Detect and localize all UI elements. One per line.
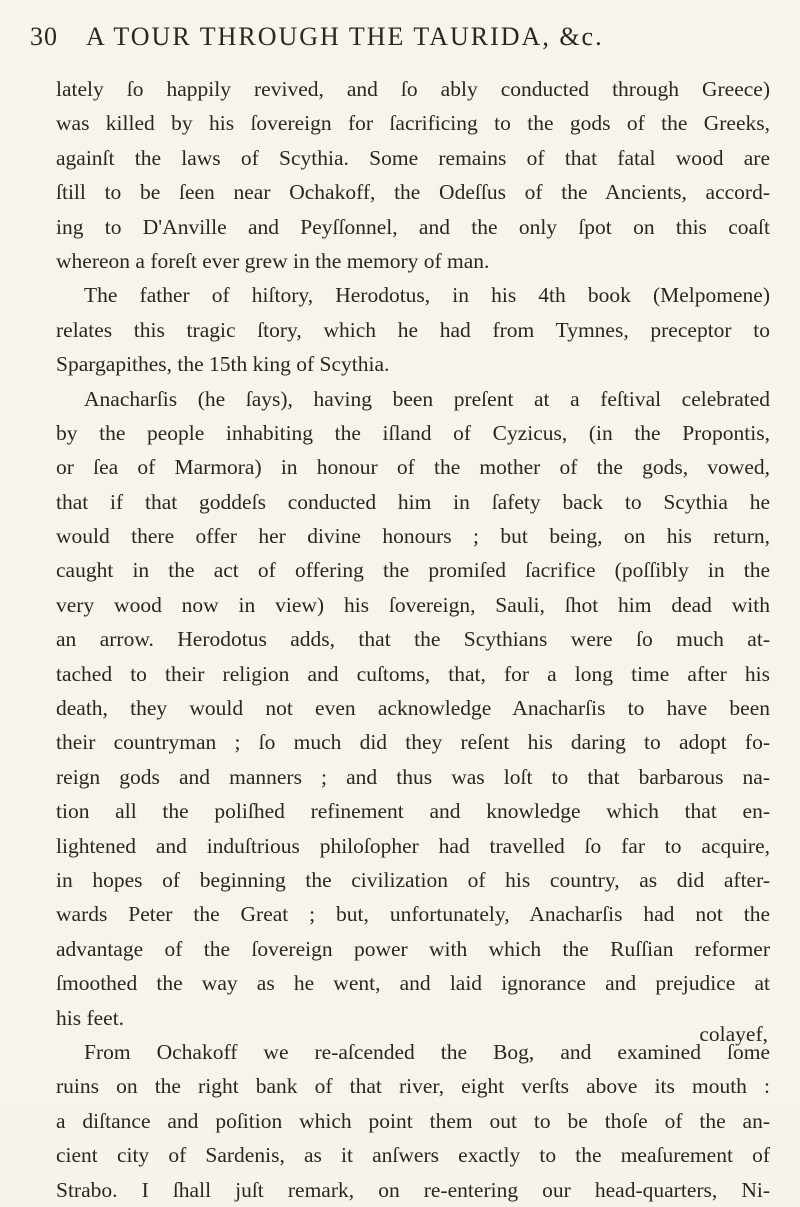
page-number: 30 [30,22,58,51]
text-line: their countryman ; ſo much did they reſent his daring to adopt fo- [56,730,770,755]
text-line: his feet. [56,1005,125,1030]
text-line: death, they would not even acknowledge Anacharſis to have been [56,696,770,721]
text-line: that if that goddeſs conducted him in ſafety back to Scythia he [56,489,770,514]
running-head: A TOUR THROUGH THE TAURIDA, &c. [86,22,604,51]
text-line: ruins on the right bank of that river, eight verſts above its mouth : [56,1074,770,1099]
text-line: tached to their religion and cuſtoms, that, for a long time after his [56,661,770,686]
text-line: againſt the laws of Scythia. Some remains of that fatal wood are [56,145,770,170]
catchword: colayef, [699,1022,768,1046]
text-line: would there offer her divine honours ; but being, on his return, [56,524,770,549]
text-line: caught in the act of offering the promiſed ſacrifice (poſſibly in the [56,558,770,583]
text-line: Anacharſis (he ſays), having been preſent at a feſtival celebrated [84,386,770,411]
text-line: ſtill to be ſeen near Ochakoff, the Odeſſus of the Ancients, accord- [56,180,770,205]
text-line: a diſtance and poſition which point them out to be thoſe of the an- [56,1108,770,1133]
text-line: whereon a foreſt ever grew in the memory of man. [56,248,490,273]
body-text [56,72,770,1207]
text-line: reign gods and manners ; and thus was loſt to that barbarous na- [56,764,770,789]
text-line: From Ochakoff we re-aſcended the Bog, and examined ſome [84,1039,770,1064]
page-header [30,14,768,60]
text-line: ing to D'Anville and Peyſſonnel, and the only ſpot on this coaſt [56,214,770,239]
text-line: wards Peter the Great ; but, unfortunately, Anacharſis had not the [56,902,770,927]
text-line: lightened and induſtrious philoſopher had travelled ſo far to acquire, [56,833,770,858]
text-line: in hopes of beginning the civilization of his country, as did after- [56,867,770,892]
text-line: or ſea of Marmora) in honour of the mother of the gods, vowed, [56,455,770,480]
text-line: lately ſo happily revived, and ſo ably conducted through Greece) [56,77,770,101]
text-line: The father of hiſtory, Herodotus, in his 4th book (Melpomene) [84,283,770,308]
text-line: Spargapithes, the 15th king of Scythia. [56,352,390,377]
text-line: very wood now in view) his ſovereign, Sauli, ſhot him dead with [56,592,770,617]
text-line: an arrow. Herodotus adds, that the Scythians were ſo much at- [56,627,770,652]
text-line: was killed by his ſovereign for ſacrificing to the gods of the Greeks, [56,111,770,136]
text-line: advantage of the ſovereign power with which the Ruſſian reformer [56,936,770,961]
text-line: relates this tragic ſtory, which he had from Tymnes, preceptor to [56,317,770,342]
text-line: by the people inhabiting the iſland of Cyzicus, (in the Propontis, [56,420,770,445]
text-line: tion all the poliſhed refinement and knowledge which that en- [56,799,770,824]
text-line: cient city of Sardenis, as it anſwers exactly to the meaſurement of [56,1143,770,1168]
text-line: Strabo. I ſhall juſt remark, on re-entering our head-quarters, Ni- [56,1177,770,1202]
text-line: ſmoothed the way as he went, and laid ignorance and prejudice at [56,971,770,996]
